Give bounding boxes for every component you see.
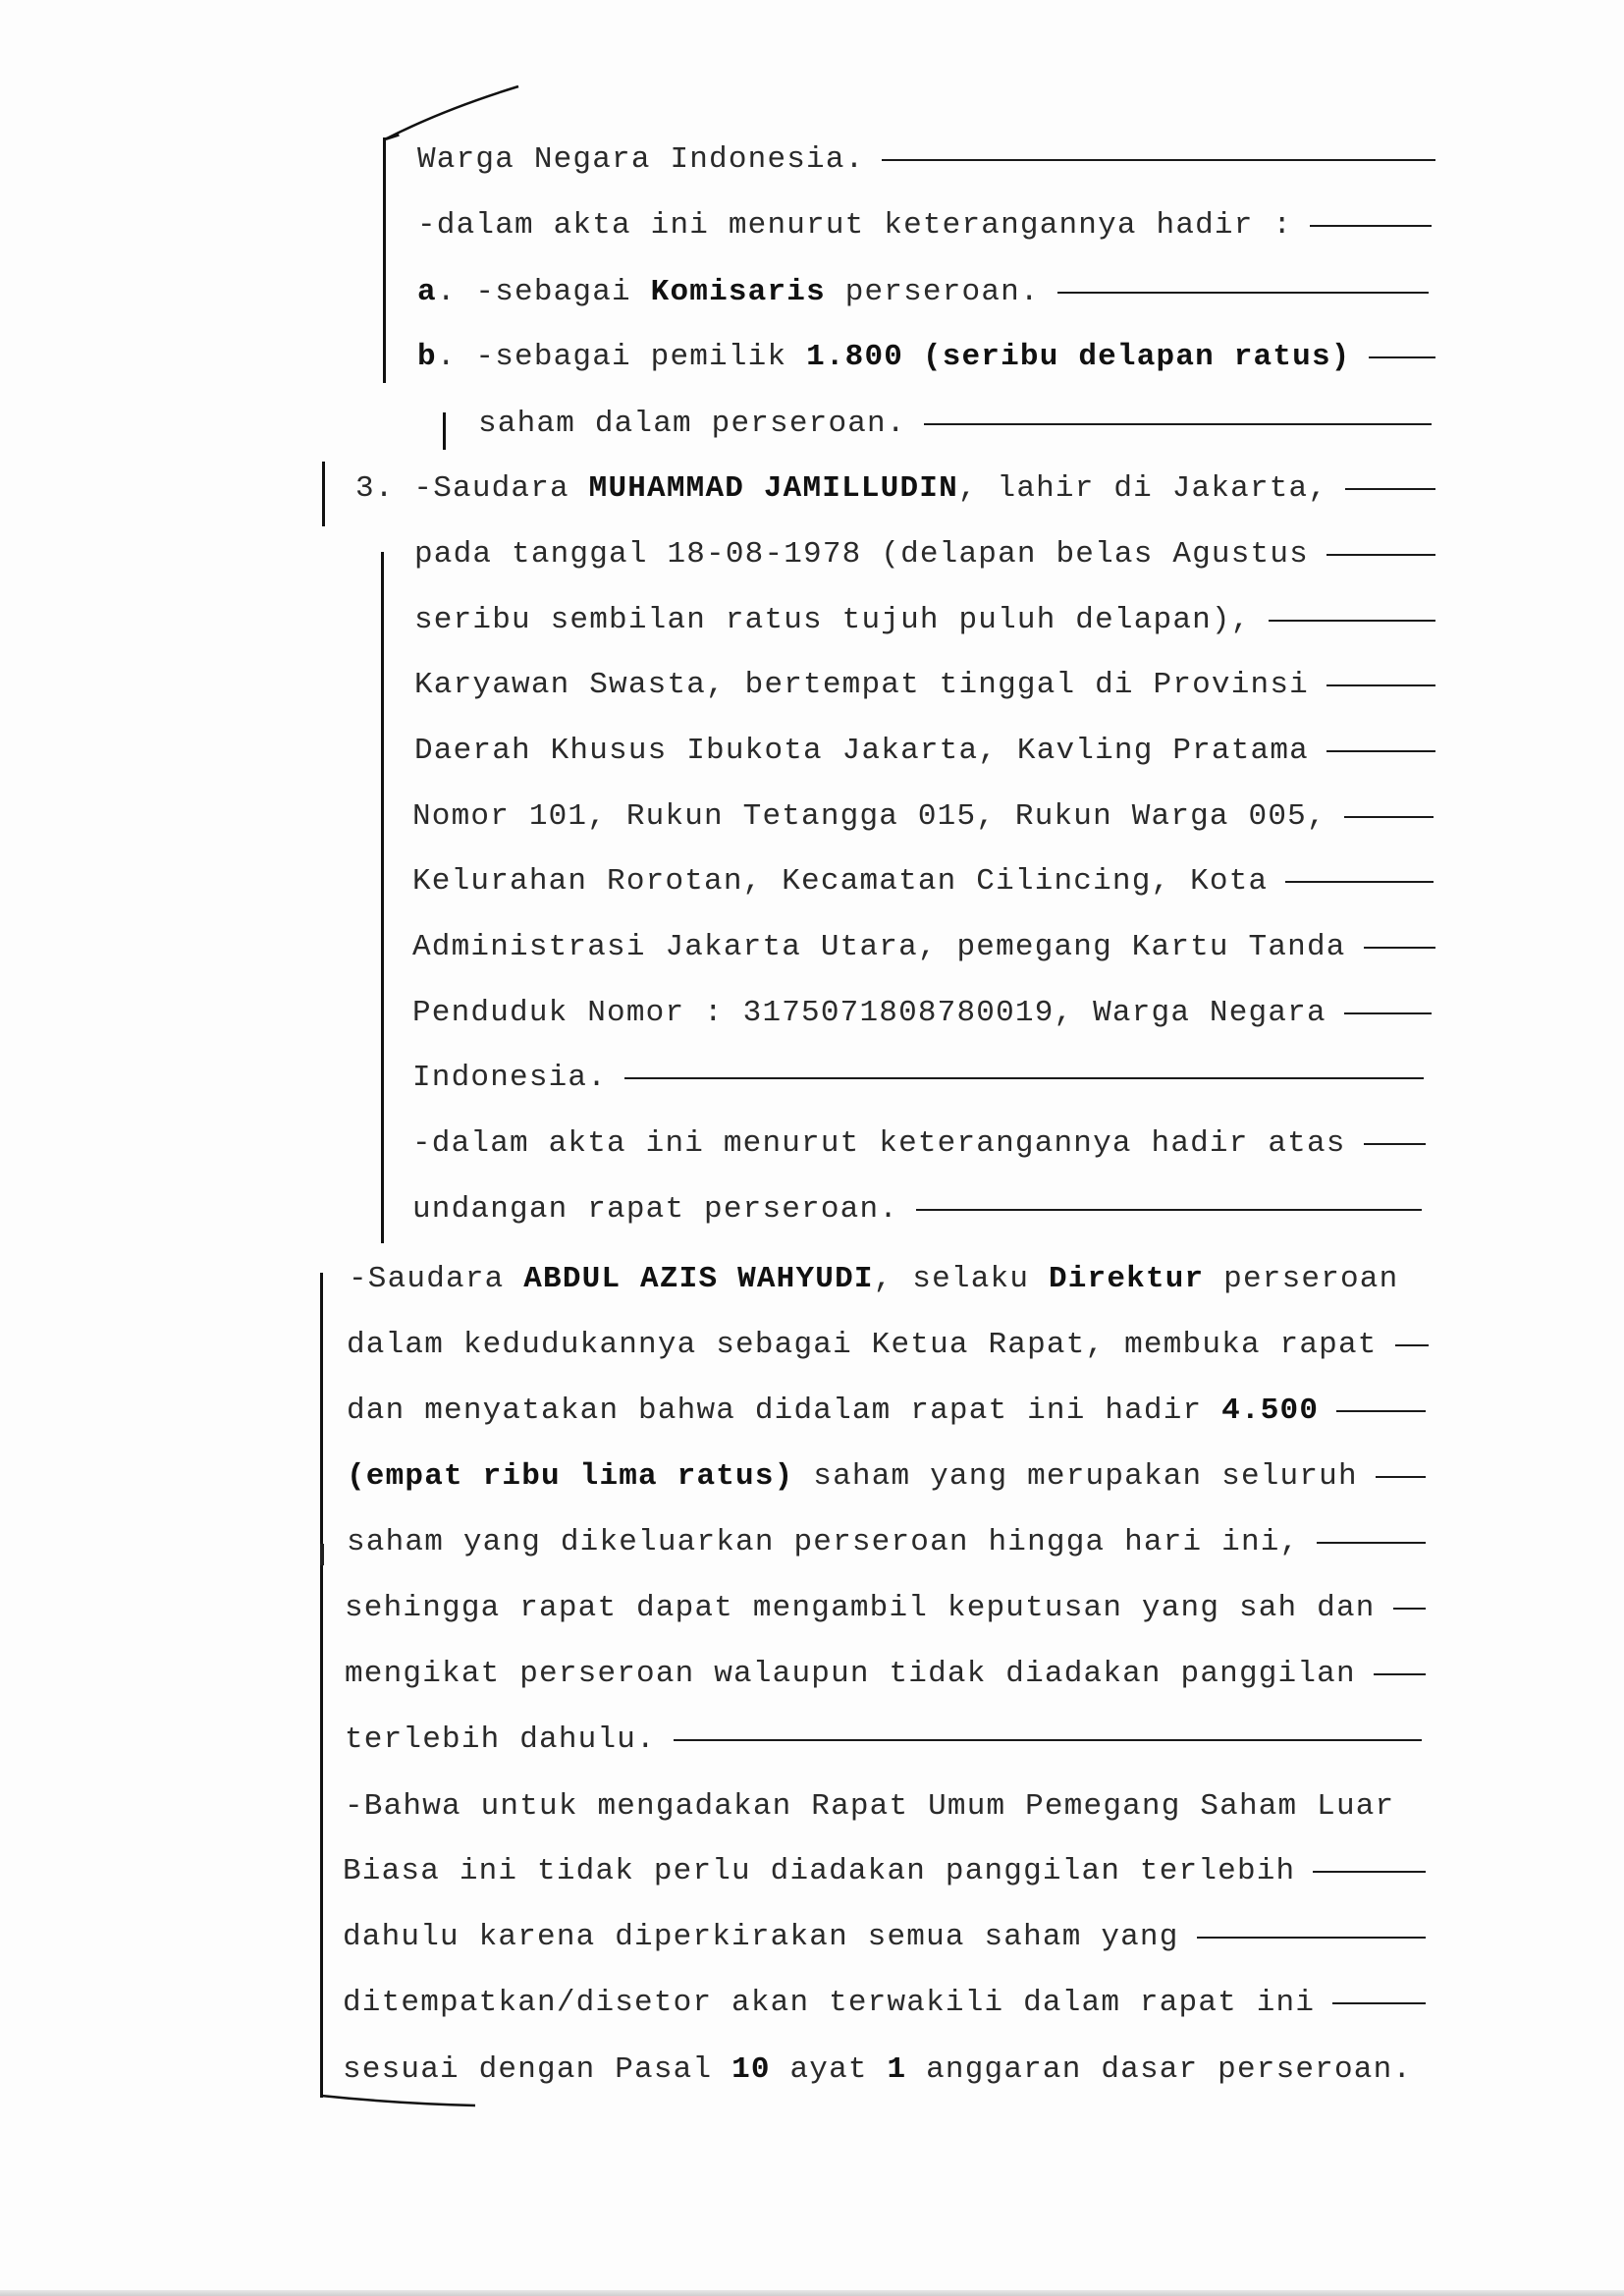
text-segment: Nomor 101, Rukun Tetangga 015, Rukun Warga 005, (412, 799, 1326, 834)
filler-line (1364, 947, 1435, 949)
text-segment: dalam kedudukannya sebagai Ketua Rapat, membuka rapat (347, 1328, 1378, 1362)
text-segment: ditempatkan/disetor akan terwakili dalam rapat ini (343, 1986, 1316, 2020)
text-line (412, 1061, 1424, 1104)
text-segment: perseroan. (825, 275, 1040, 309)
text-line (417, 142, 1435, 186)
text-line (345, 1789, 1430, 1832)
bold-text: 10 (731, 2052, 771, 2087)
filler-line (1326, 750, 1435, 752)
text-line (417, 208, 1432, 251)
filler-line (1197, 1937, 1426, 1939)
filler-line (1393, 1608, 1426, 1610)
filler-line (1332, 2002, 1426, 2004)
text-segment: 3. -Saudara (355, 471, 589, 506)
filler-line (1326, 554, 1435, 556)
text-segment: -dalam akta ini menurut keterangannya hadir atas (412, 1126, 1346, 1161)
filler-line (1313, 1871, 1426, 1873)
text-segment: , selaku (873, 1262, 1049, 1296)
filler-line (624, 1077, 1424, 1079)
text-line (412, 1126, 1426, 1170)
text-segment: sehingga rapat dapat mengambil keputusan yang sah dan (345, 1591, 1376, 1625)
bold-text: Direktur (1048, 1262, 1205, 1296)
text-segment: Indonesia. (412, 1061, 608, 1095)
margin-bracket-stroke (383, 82, 530, 143)
text-line (343, 1920, 1426, 1963)
text-segment: , lahir di Jakarta, (957, 471, 1328, 506)
text-segment: -dalam akta ini menurut keterangannya hadir : (417, 208, 1293, 243)
text-segment: -Saudara (349, 1262, 524, 1296)
filler-line (916, 1209, 1422, 1211)
filler-line (1326, 684, 1435, 686)
text-segment: seribu sembilan ratus tujuh puluh delapan), (414, 603, 1251, 637)
text-segment: Daerah Khusus Ibukota Jakarta, Kavling Pratama (414, 734, 1309, 768)
text-segment: undangan rapat perseroan. (412, 1192, 899, 1227)
filler-line (1364, 1143, 1426, 1145)
text-line (412, 1192, 1422, 1235)
text-segment: -Bahwa untuk mengadakan Rapat Umum Pemegang Saham Luar (345, 1789, 1395, 1824)
text-segment: terlebih dahulu. (345, 1722, 656, 1757)
text-segment: Kelurahan Rorotan, Kecamatan Cilincing, Kota (412, 864, 1269, 899)
text-segment: Administrasi Jakarta Utara, pemegang Kartu Tanda (412, 930, 1346, 964)
filler-line (1376, 1476, 1426, 1478)
text-segment: sesuai dengan Pasal (343, 2052, 732, 2087)
text-line (343, 1986, 1426, 2029)
text-line (412, 799, 1434, 843)
text-line (347, 1394, 1426, 1437)
text-segment: Penduduk Nomor : 3175071808780019, Warga Negara (412, 996, 1326, 1030)
filler-line (1344, 816, 1434, 818)
bold-text: a (417, 275, 437, 309)
text-line (412, 864, 1434, 907)
text-segment: ayat (770, 2052, 888, 2087)
text-line (414, 668, 1435, 711)
text-line (345, 1657, 1426, 1700)
filler-line (1344, 1012, 1432, 1014)
text-segment: Karyawan Swasta, bertempat tinggal di Provinsi (414, 668, 1309, 702)
text-segment: anggaran dasar perseroan. (906, 2052, 1413, 2087)
filler-line (1395, 1344, 1429, 1346)
text-segment: pada tanggal 18-08-1978 (delapan belas Agustus (414, 537, 1309, 572)
text-segment: saham yang merupakan seluruh (793, 1459, 1358, 1494)
text-line (414, 734, 1435, 777)
text-line (343, 1854, 1426, 1897)
text-segment: saham dalam perseroan. (478, 407, 906, 441)
filler-line (1317, 1542, 1426, 1544)
margin-bracket (381, 552, 384, 1243)
text-line (345, 1722, 1422, 1766)
text-line (347, 1459, 1426, 1503)
margin-bracket (320, 1273, 323, 2098)
filler-line (1345, 488, 1435, 490)
text-line (349, 1262, 1432, 1305)
text-segment: . -sebagai pemilik (436, 340, 807, 374)
text-segment: dahulu karena diperkirakan semua saham yang (343, 1920, 1179, 1954)
bold-text: MUHAMMAD JAMILLUDIN (588, 471, 958, 506)
text-line (347, 1525, 1426, 1568)
text-segment: saham yang dikeluarkan perseroan hingga hari ini, (347, 1525, 1300, 1559)
text-line (347, 1328, 1429, 1371)
text-line (355, 471, 1435, 515)
text-line (412, 996, 1432, 1039)
margin-bracket (383, 137, 386, 383)
text-line (343, 2052, 1434, 2096)
margin-bracket (320, 1544, 324, 1565)
filler-line (1057, 292, 1429, 294)
filler-line (1336, 1410, 1426, 1412)
filler-line (1269, 620, 1435, 622)
text-line (412, 930, 1435, 973)
filler-line (674, 1739, 1422, 1741)
bold-text: 1.800 (seribu delapan ratus) (806, 340, 1351, 374)
text-segment: Warga Negara Indonesia. (417, 142, 865, 177)
margin-bracket (322, 462, 325, 526)
bold-text: (empat ribu lima ratus) (347, 1459, 794, 1494)
text-segment: Biasa ini tidak perlu diadakan panggilan terlebih (343, 1854, 1296, 1888)
filler-line (1285, 881, 1434, 883)
bold-text: 1 (887, 2052, 907, 2087)
bold-text: 4.500 (1221, 1394, 1320, 1428)
text-segment: dan menyatakan bahwa didalam rapat ini hadir (347, 1394, 1222, 1428)
text-line (417, 340, 1435, 383)
text-segment: . -sebagai (436, 275, 651, 309)
filler-line (1374, 1673, 1426, 1675)
filler-line (882, 159, 1435, 161)
bold-text: b (417, 340, 437, 374)
text-line (414, 603, 1435, 646)
text-line (417, 275, 1429, 318)
text-segment: mengikat perseroan walaupun tidak diadakan panggilan (345, 1657, 1356, 1691)
filler-line (1369, 356, 1435, 358)
text-line (345, 1591, 1426, 1634)
scan-edge (0, 2290, 1624, 2296)
margin-bracket (443, 412, 446, 450)
bold-text: Komisaris (650, 275, 826, 309)
text-line (414, 537, 1435, 580)
text-line (478, 407, 1432, 450)
filler-line (1310, 225, 1432, 227)
filler-line (924, 423, 1432, 425)
text-segment: perseroan (1204, 1262, 1399, 1296)
bold-text: ABDUL AZIS WAHYUDI (523, 1262, 874, 1296)
